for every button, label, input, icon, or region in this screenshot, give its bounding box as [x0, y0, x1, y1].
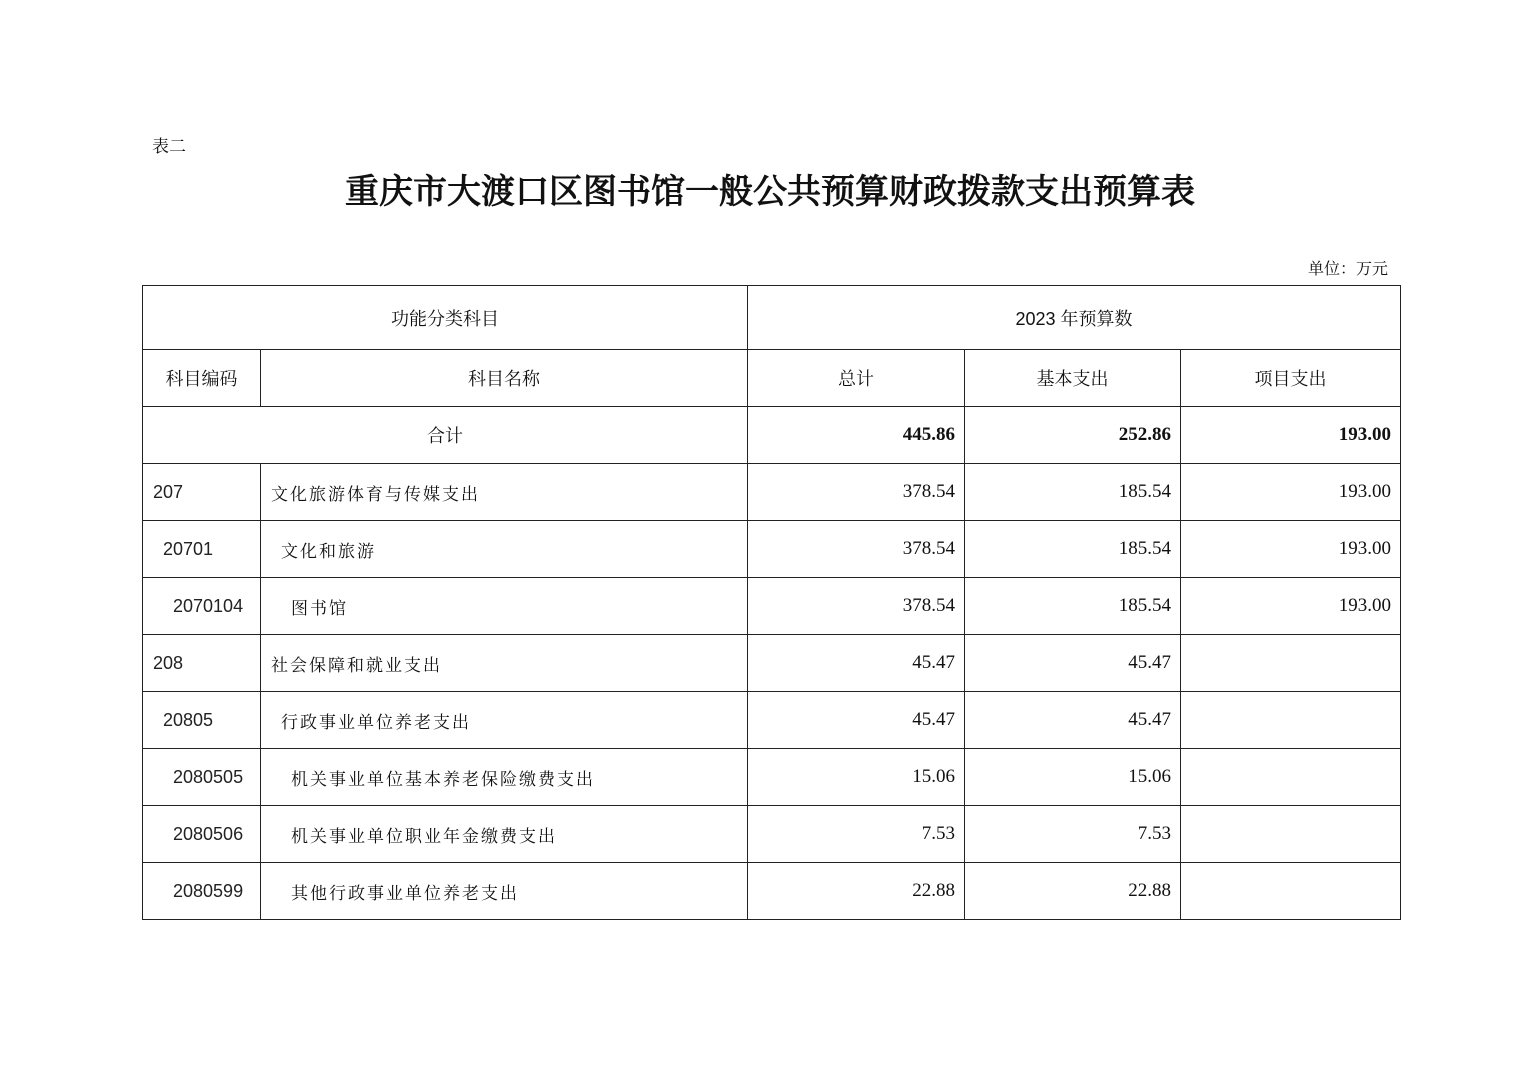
row-total: 378.54 — [748, 464, 965, 521]
row-code: 208 — [143, 635, 261, 692]
header-name: 科目名称 — [261, 350, 748, 407]
header-code: 科目编码 — [143, 350, 261, 407]
row-name: 文化旅游体育与传媒支出 — [261, 464, 748, 521]
row-name: 社会保障和就业支出 — [261, 635, 748, 692]
total-label: 合计 — [143, 407, 748, 464]
row-basic: 45.47 — [965, 692, 1181, 749]
row-basic: 45.47 — [965, 635, 1181, 692]
row-basic: 15.06 — [965, 749, 1181, 806]
row-project — [1181, 806, 1401, 863]
row-name: 行政事业单位养老支出 — [261, 692, 748, 749]
row-basic: 185.54 — [965, 578, 1181, 635]
table-row — [143, 863, 1401, 920]
row-total: 45.47 — [748, 635, 965, 692]
table-row — [143, 635, 1401, 692]
header-basic: 基本支出 — [965, 350, 1181, 407]
unit-label: 单位：万元 — [1307, 259, 1388, 278]
row-project: 193.00 — [1181, 578, 1401, 635]
row-name: 其他行政事业单位养老支出 — [261, 863, 748, 920]
row-total: 378.54 — [748, 521, 965, 578]
table-row — [143, 692, 1401, 749]
budget-table-body — [143, 286, 1401, 920]
row-basic: 185.54 — [965, 521, 1181, 578]
row-code: 2080599 — [143, 863, 261, 920]
row-name: 图书馆 — [261, 578, 748, 635]
header-row-columns — [143, 350, 1401, 407]
row-code: 207 — [143, 464, 261, 521]
row-project — [1181, 863, 1401, 920]
header-function-category: 功能分类科目 — [143, 286, 748, 350]
total-project: 193.00 — [1181, 407, 1401, 464]
table-row — [143, 806, 1401, 863]
row-name: 机关事业单位职业年金缴费支出 — [261, 806, 748, 863]
page-title: 重庆市大渡口区图书馆一般公共预算财政拨款支出预算表 — [345, 172, 1195, 212]
row-project — [1181, 692, 1401, 749]
row-total: 22.88 — [748, 863, 965, 920]
row-basic: 7.53 — [965, 806, 1181, 863]
row-total: 15.06 — [748, 749, 965, 806]
row-code: 2070104 — [143, 578, 261, 635]
header-total: 总计 — [748, 350, 965, 407]
row-code: 2080505 — [143, 749, 261, 806]
row-code: 2080506 — [143, 806, 261, 863]
row-name: 文化和旅游 — [261, 521, 748, 578]
row-project: 193.00 — [1181, 521, 1401, 578]
row-total: 45.47 — [748, 692, 965, 749]
total-basic: 252.86 — [965, 407, 1181, 464]
row-total: 7.53 — [748, 806, 965, 863]
total-amount: 445.86 — [748, 407, 965, 464]
row-basic: 185.54 — [965, 464, 1181, 521]
budget-table — [142, 285, 1401, 920]
header-row-group — [143, 286, 1401, 350]
header-budget-year: 2023 年预算数 — [748, 286, 1401, 350]
page-label: 表二 — [152, 137, 186, 157]
table-row — [143, 464, 1401, 521]
row-project — [1181, 749, 1401, 806]
row-total: 378.54 — [748, 578, 965, 635]
table-row — [143, 749, 1401, 806]
total-row — [143, 407, 1401, 464]
row-name: 机关事业单位基本养老保险缴费支出 — [261, 749, 748, 806]
table-row — [143, 521, 1401, 578]
header-project: 项目支出 — [1181, 350, 1401, 407]
row-code: 20701 — [143, 521, 261, 578]
row-code: 20805 — [143, 692, 261, 749]
row-project — [1181, 635, 1401, 692]
table-row — [143, 578, 1401, 635]
row-project: 193.00 — [1181, 464, 1401, 521]
row-basic: 22.88 — [965, 863, 1181, 920]
